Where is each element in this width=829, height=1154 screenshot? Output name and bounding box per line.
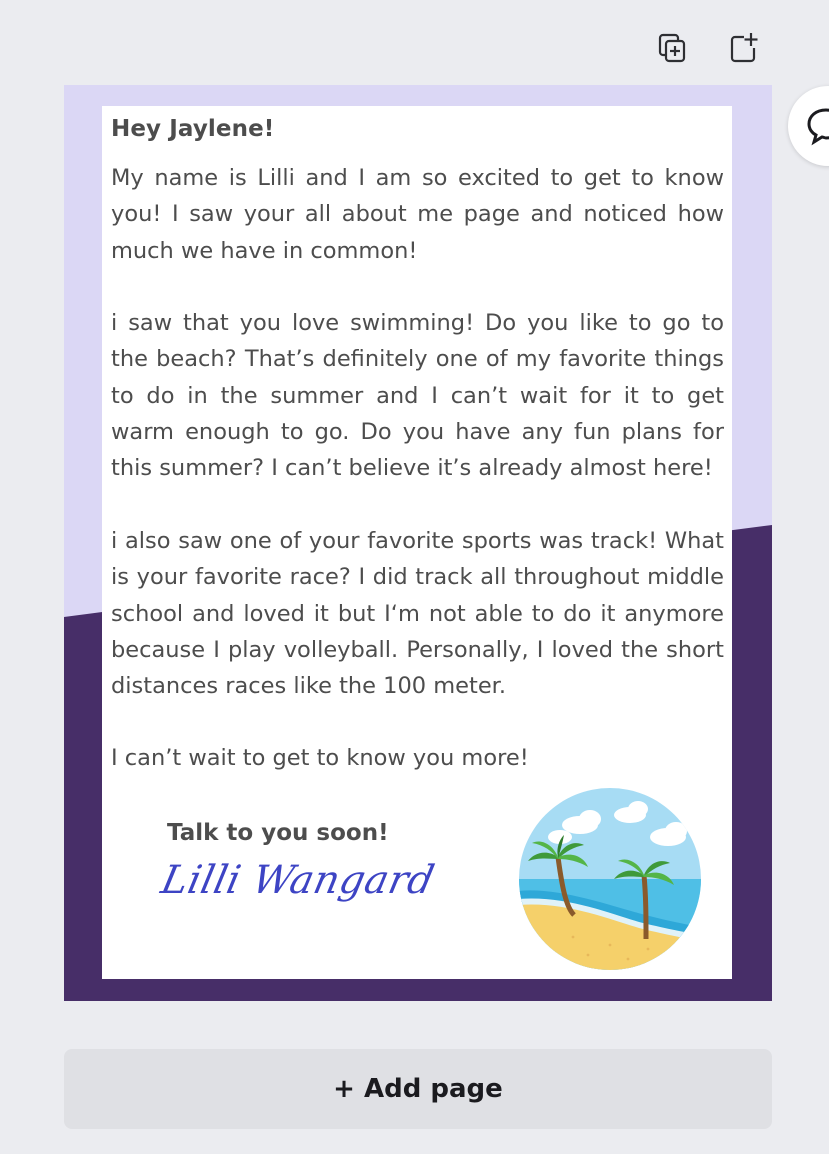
beach-illustration: [518, 787, 702, 971]
letter-greeting: Hey Jaylene!: [111, 116, 275, 142]
letter-closing: I can’t wait to get to know you more!: [111, 745, 529, 771]
letter-card[interactable]: [102, 106, 732, 979]
letter-paragraph-1: My name is Lilli and I am so excited to get to know you! I saw your all about me page and noticed how much we have in common!: [111, 165, 724, 264]
letter-paragraph-2: i saw that you love swimming! Do you like to go to the beach? That’s definitely one of my favorite things to do in the summer and I can’t wait for it to get warm enough to go. Do you have any fun plans for this summer? I can’t believe it’s already almost here!: [111, 310, 724, 482]
signature: Lilli Wangard: [157, 858, 439, 903]
comment-button[interactable]: [788, 86, 829, 166]
comment-icon: [806, 106, 829, 146]
add-page-button[interactable]: + Add page: [64, 1049, 772, 1129]
design-page[interactable]: [64, 85, 772, 1001]
add-page-top-button[interactable]: [724, 28, 764, 68]
letter-paragraph-3: i also saw one of your favorite sports was track! What is your favorite race? I did track all throughout middle school and loved it but I‘m not able to do it anymore because I play volleyball. Personally, I loved the short distances races like the 100 meter.: [111, 528, 724, 700]
duplicate-page-button[interactable]: [652, 28, 692, 68]
letter-signoff: Talk to you soon!: [167, 820, 389, 846]
duplicate-page-icon: [655, 31, 689, 65]
add-page-icon: [727, 31, 761, 65]
